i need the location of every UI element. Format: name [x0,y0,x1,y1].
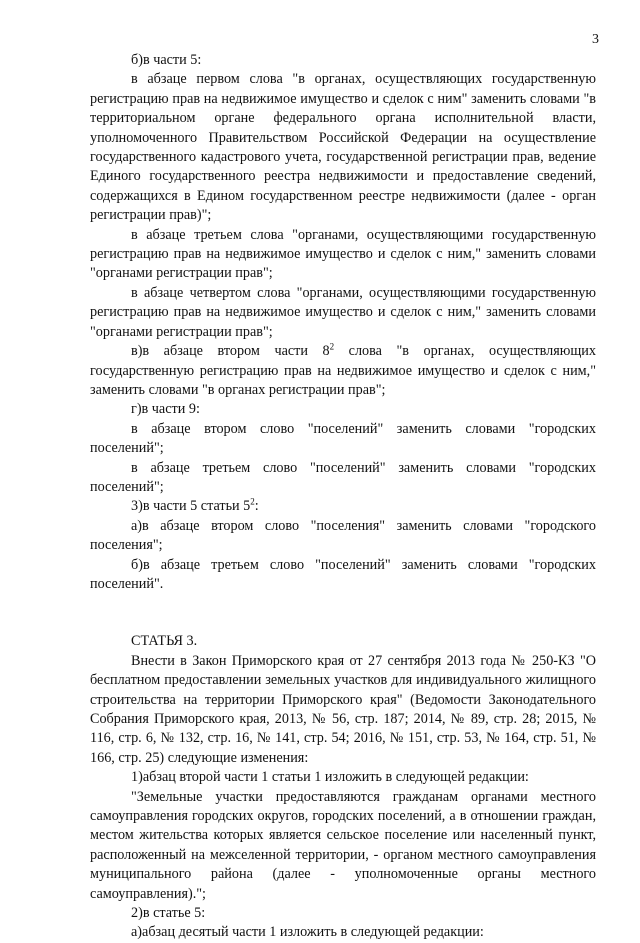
paragraph-part-5: б)в части 5: [131,52,202,68]
document-body [90,51,596,943]
superscript: 2 [250,496,255,507]
paragraph-article-5-2-a: а)в абзаце втором слово "поселения" заменить словами "городского поселения"; [90,517,596,554]
paragraph-part-9-third: в абзаце третьем слово "поселений" заменить словами "городских поселений"; [90,459,596,495]
page-number: 3 [592,32,599,47]
paragraph-item-2-a: а)абзац десятый части 1 изложить в следующей редакции: [131,924,484,941]
paragraph-part-9-second: в абзаце втором слово "поселений" заменить словами "городских поселений"; [90,420,596,457]
paragraph-part-8-2: в)в абзаце втором части $8^2$ слова "в органах, осуществляющих государственную регистрацию прав на недвижимое имущество и сделок с ним," заменить словами "в органах регистрации прав"; [90,341,596,398]
section-gap [90,594,596,613]
paragraph-item-1: 1)абзац второй части 1 статьи 1 изложить в следующей редакции: [131,769,529,786]
paragraph-quoted-text: "Земельные участки предоставляются гражданам органами местного самоуправления городских округов, городских поселений, а в отношении граждан, местом жительства которых является сельское поселение или населенный пункт, расположенный на межселенной территории, - органом местного самоуправления муниципального района (далее - уполномоченные органы местного самоуправления)."; [90,788,596,902]
section-gap [90,613,596,632]
superscript: 2 [329,341,335,352]
paragraph-fourth-para-replace: в абзаце четвертом слова "органами, осуществляющими государственную регистрацию прав на недвижимое имущество и сделок с ним," заменить словами "органами регистрации прав"; [90,284,596,340]
paragraph-amend-law: Внести в Закон Приморского края от 27 сентября 2013 года № 250-КЗ "О бесплатном предоставлении земельных участков для индивидуального жилищного строительства на территории Приморского края" (Ведомости Законодательного Собрания Приморского края, 2013, № 56, стр. 187; 2014, № 89, стр. 28; 2015, № 116, стр. 6, № 132, стр. 16, № 141, стр. 54; 2016, № 151, стр. 53, № 164, стр. 51, № 166, стр. 25) следующие изменения: [90,652,596,766]
paragraph-part-9: г)в части 9: [131,401,200,418]
paragraph-article-5-2-b: б)в абзаце третьем слово "поселений" заменить словами "городских поселений". [90,556,596,592]
article-3-heading: СТАТЬЯ 3. [131,633,198,650]
paragraph-article-5-2: 3)в части 5 статьи $5^2$: [131,496,259,515]
paragraph-third-para-replace: в абзаце третьем слова "органами, осуществляющими государственную регистрацию прав на недвижимое имущество и сделок с ним," заменить словами "органами регистрации прав"; [90,226,596,282]
paragraph-item-2: 2)в статье 5: [131,905,206,922]
paragraph-first-para-replace: в абзаце первом слова "в органах, осуществляющих государственную регистрацию прав на недвижимое имущество и сделок с ним" заменить словами "в территориальном органе федерального органа исполнительной власти, уполномоченного Правительством Российской Федерации на осуществление государственного кадастрового учета, государственной регистрации прав, ведение Единого государственного реестра недвижимости и предоставление сведений, содержащихся в Едином государственном реестре недвижимости (далее - орган регистрации прав)"; [90,71,596,224]
